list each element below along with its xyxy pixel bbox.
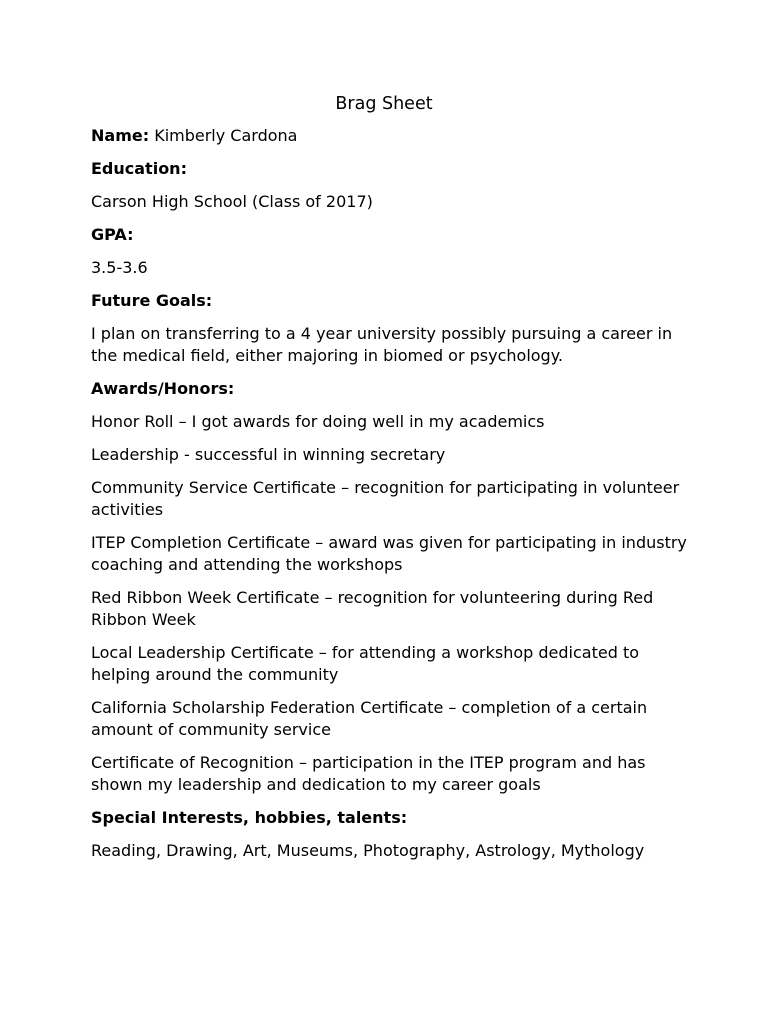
gpa-heading: GPA: (91, 225, 134, 244)
award-item: Honor Roll – I got awards for doing well in my academics (91, 412, 545, 431)
award-item: California Scholarship Federation Certificate – completion of a certain amount of community service (91, 698, 648, 739)
interests-text: Reading, Drawing, Art, Museums, Photography, Astrology, Mythology (91, 841, 645, 860)
award-item: Red Ribbon Week Certificate – recognition for volunteering during Red Ribbon Week (91, 588, 654, 629)
document-title: Brag Sheet (335, 94, 433, 114)
interests-heading: Special Interests, hobbies, talents: (91, 808, 408, 827)
future-goals-text: I plan on transferring to a 4 year university possibly pursuing a career in the medical field, either majoring in biomed or psychology. (91, 324, 673, 365)
future-goals-heading: Future Goals: (91, 291, 213, 310)
award-item: Community Service Certificate – recognition for participating in volunteer activities (91, 478, 680, 519)
award-item: Leadership - successful in winning secretary (91, 445, 446, 464)
awards-list (91, 411, 691, 796)
name-label: Name: (91, 126, 150, 145)
name-value: Kimberly Cardona (149, 126, 298, 145)
awards-heading: Awards/Honors: (91, 379, 235, 398)
document-body (91, 92, 691, 873)
gpa-value: 3.5-3.6 (91, 258, 148, 277)
education-value: Carson High School (Class of 2017) (91, 192, 373, 211)
award-item: Local Leadership Certificate – for attending a workshop dedicated to helping around the community (91, 643, 640, 684)
name-line (91, 125, 691, 147)
education-heading: Education: (91, 159, 187, 178)
award-item: ITEP Completion Certificate – award was given for participating in industry coaching and attending the workshops (91, 533, 687, 574)
award-item: Certificate of Recognition – participation in the ITEP program and has shown my leadership and dedication to my career goals (91, 753, 646, 794)
